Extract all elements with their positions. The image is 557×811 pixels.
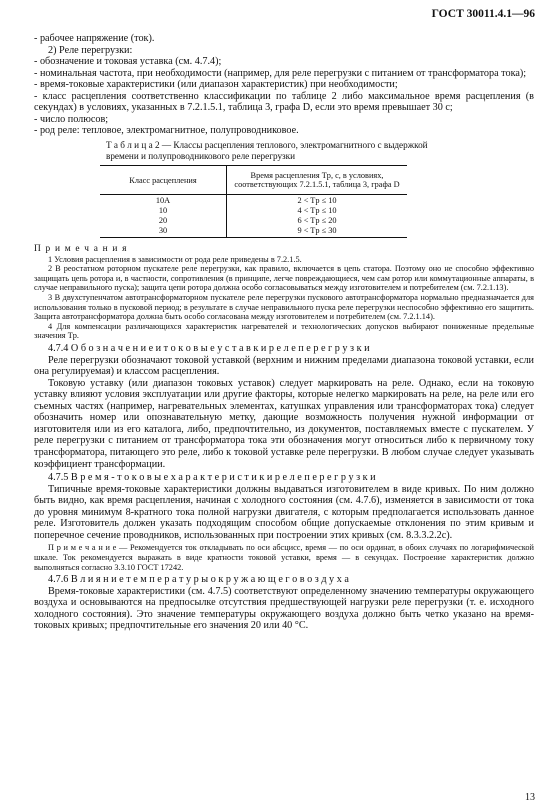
note-item: П р и м е ч а н и е — Рекомендуется ток откладывать по оси абсцисс, время — по оси ординат, в обоих случаях по логарифмической шкале. Ток рекомендуется выражать в виде кратности токовой уставки, время — в секундах. Построение характеристик должно выполняться согласно 3.3.10 ГОСТ 17242. [34, 543, 534, 572]
table-cell-time: 9 < Tp ≤ 30 [227, 225, 408, 238]
table-row [100, 215, 407, 225]
table-cell-time: 4 < Tp ≤ 10 [297, 205, 337, 215]
table-header-cell: Класс расцепления [100, 166, 227, 195]
list-item: - номинальная частота, при необходимости (например, для реле перегрузки с питанием от трансформатора тока); [34, 67, 527, 79]
table-cell-class: 20 [100, 215, 227, 225]
table-cell-time: 6 < Tp ≤ 20 [297, 215, 337, 225]
note-item: 2 В реостатном роторном пускателе реле перегрузки, как правило, включается в цепь статора. Поэтому оно не способно эффективно защищать цепь ротора и, в частности, сопротивления (в принципе, легче повреждающиеся, чем сам ротор или коммутационные аппараты, в случае неправильного пуска); защита цепи ротора должна особо согласовываться между изготовителем и потребителем (см. 7.2.1.13). [34, 264, 534, 293]
list-item: - род реле: тепловое, электромагнитное, полупроводниковое. [34, 125, 299, 137]
trip-class-table [100, 165, 407, 238]
table-header-row [100, 166, 407, 195]
paragraph: Типичные время-токовые характеристики должны выдаваться изготовителем в виде кривых. По ним должно быть видно, как время расцепления, начиная с холодного состояния (см. 4.7.6), изменяется в зависимости от тока до уровня минимум 8-кратного тока полной нагрузки двигателя, с которым предполагается использовать данное реле. Изготовитель должен указать подходящим способом общие допускаемые отклонения по этим кривым и поперечное сечение проводников, использованных при построении этих кривых (см. 8.3.3.2.2c). [34, 483, 534, 541]
table-cell-class: 30 [100, 225, 227, 238]
section-number: 4.7.5 [48, 472, 69, 484]
document-header: ГОСТ 30011.4.1—96 [431, 8, 535, 20]
table-row [100, 195, 407, 206]
list-item: - число полюсов; [34, 113, 109, 125]
list-item: - рабочее напряжение (ток). [34, 33, 155, 44]
note-item: 3 В двухступенчатом автотрансформаторном пускателе реле перегрузки пускового автотрансформатора нормально предназначается для использования только в пусковой период; в результате в случае неправильного пуска реле перегрузки неспособно эффективно его защитить. Защита автотрансформатора должна быть особо согласована между изготовителем и потребителем (см. 7.2.1.14). [34, 293, 534, 322]
paragraph: Время-токовые характеристики (см. 4.7.5) соответствуют определенному значению температуры окружающего воздуха и основываются на предпосылке отсутствия предшествующей нагрузки реле перегрузки (т. е. исходного холодного состояния). Это значение температуры окружающего воздуха должно быть четко указано на время-токовых кривых; предпочтительные его значения 20 или 40 °С. [34, 585, 534, 632]
table-cell-class: 10 [100, 205, 227, 215]
table-cell-class: 10A [100, 195, 227, 206]
table-row [100, 225, 407, 238]
section-title: О б о з н а ч е н и е и т о к о в ы е у с т а в к и р е л е п е р е г р у з к и [70, 343, 370, 355]
list-item: - обозначение и токовая уставка (см. 4.7.4); [34, 56, 222, 68]
note-item: 1 Условия расцепления в зависимости от рода реле приведены в 7.2.1.5. [48, 254, 302, 264]
section-title: В л и я н и е т е м п е р а т у р ы о к р у ж а ю щ е г о в о з д у х а [70, 574, 349, 586]
section-number: 4.7.6 [48, 574, 69, 586]
paragraph: Реле перегрузки обозначают токовой уставкой (верхним и нижним пределами диапазона токовой уставки, если она регулируемая) и классом расцепления. [34, 354, 534, 378]
section-number: 4.7.4 [48, 343, 69, 355]
list-item: - время-токовые характеристики (или диапазон характеристик) при необходимости; [34, 79, 398, 91]
list-item: - класс расцепления соответственно классификации по таблице 2 либо максимальное время расцепления (в секундах) в условиях, указанных в 7.2.1.5.1, таблица 3, графа D, если это время превышает 30 с; [34, 90, 534, 114]
notes-heading: П р и м е ч а н и я [34, 244, 128, 255]
paragraph: Токовую уставку (или диапазон токовых уставок) следует маркировать на реле. Однако, если на токовую уставку влияют условия эксплуатации или другие факторы, которые нелегко маркировать на реле, на реле или его съемных частях (например, нагревательных элементах, катушках управления или трансформаторах тока) следует обозначить номер или опознавательную метку, дающие возможность получения нужной информации от изготовителя или из его каталога, либо, предпочтительно, из документов, поставляемых вместе с пускателем. У реле перегрузки с питанием от трансформатора тока эти обозначения могут относиться либо к первичному току трансформатора, питающего это реле, либо к токовой уставке реле перегрузки. В любом случае следует указывать коэффициент трансформации. [34, 377, 534, 470]
note-item: 4 Для компенсации различающихся характеристик нагревателей и технологических допусков выбирают пониженные предельные значения Tp. [34, 321, 534, 341]
table-cell-time: 2 < Tp ≤ 10 [297, 195, 337, 205]
table-header-cell: Время расцепления Tp, с, в условиях, соответствующих 7.2.1.5.1, таблица 3, графа D [227, 166, 408, 195]
section-heading-4-7-4 [34, 343, 534, 355]
section-heading-4-7-6 [34, 574, 534, 586]
page-number: 13 [525, 792, 535, 803]
section-title: В р е м я - т о к о в ы е х а р а к т е р и с т и к и р е л е п е р е г р у з к и [70, 472, 376, 484]
table-caption: Т а б л и ц а 2 — Классы расцепления теплового, электромагнитного с выдержкой времени и полупроводникового реле перегрузки [106, 139, 428, 161]
table-row [100, 205, 407, 215]
list-item: 2) Реле перегрузки: [48, 44, 133, 56]
page-body [34, 33, 534, 632]
section-heading-4-7-5 [34, 472, 534, 484]
